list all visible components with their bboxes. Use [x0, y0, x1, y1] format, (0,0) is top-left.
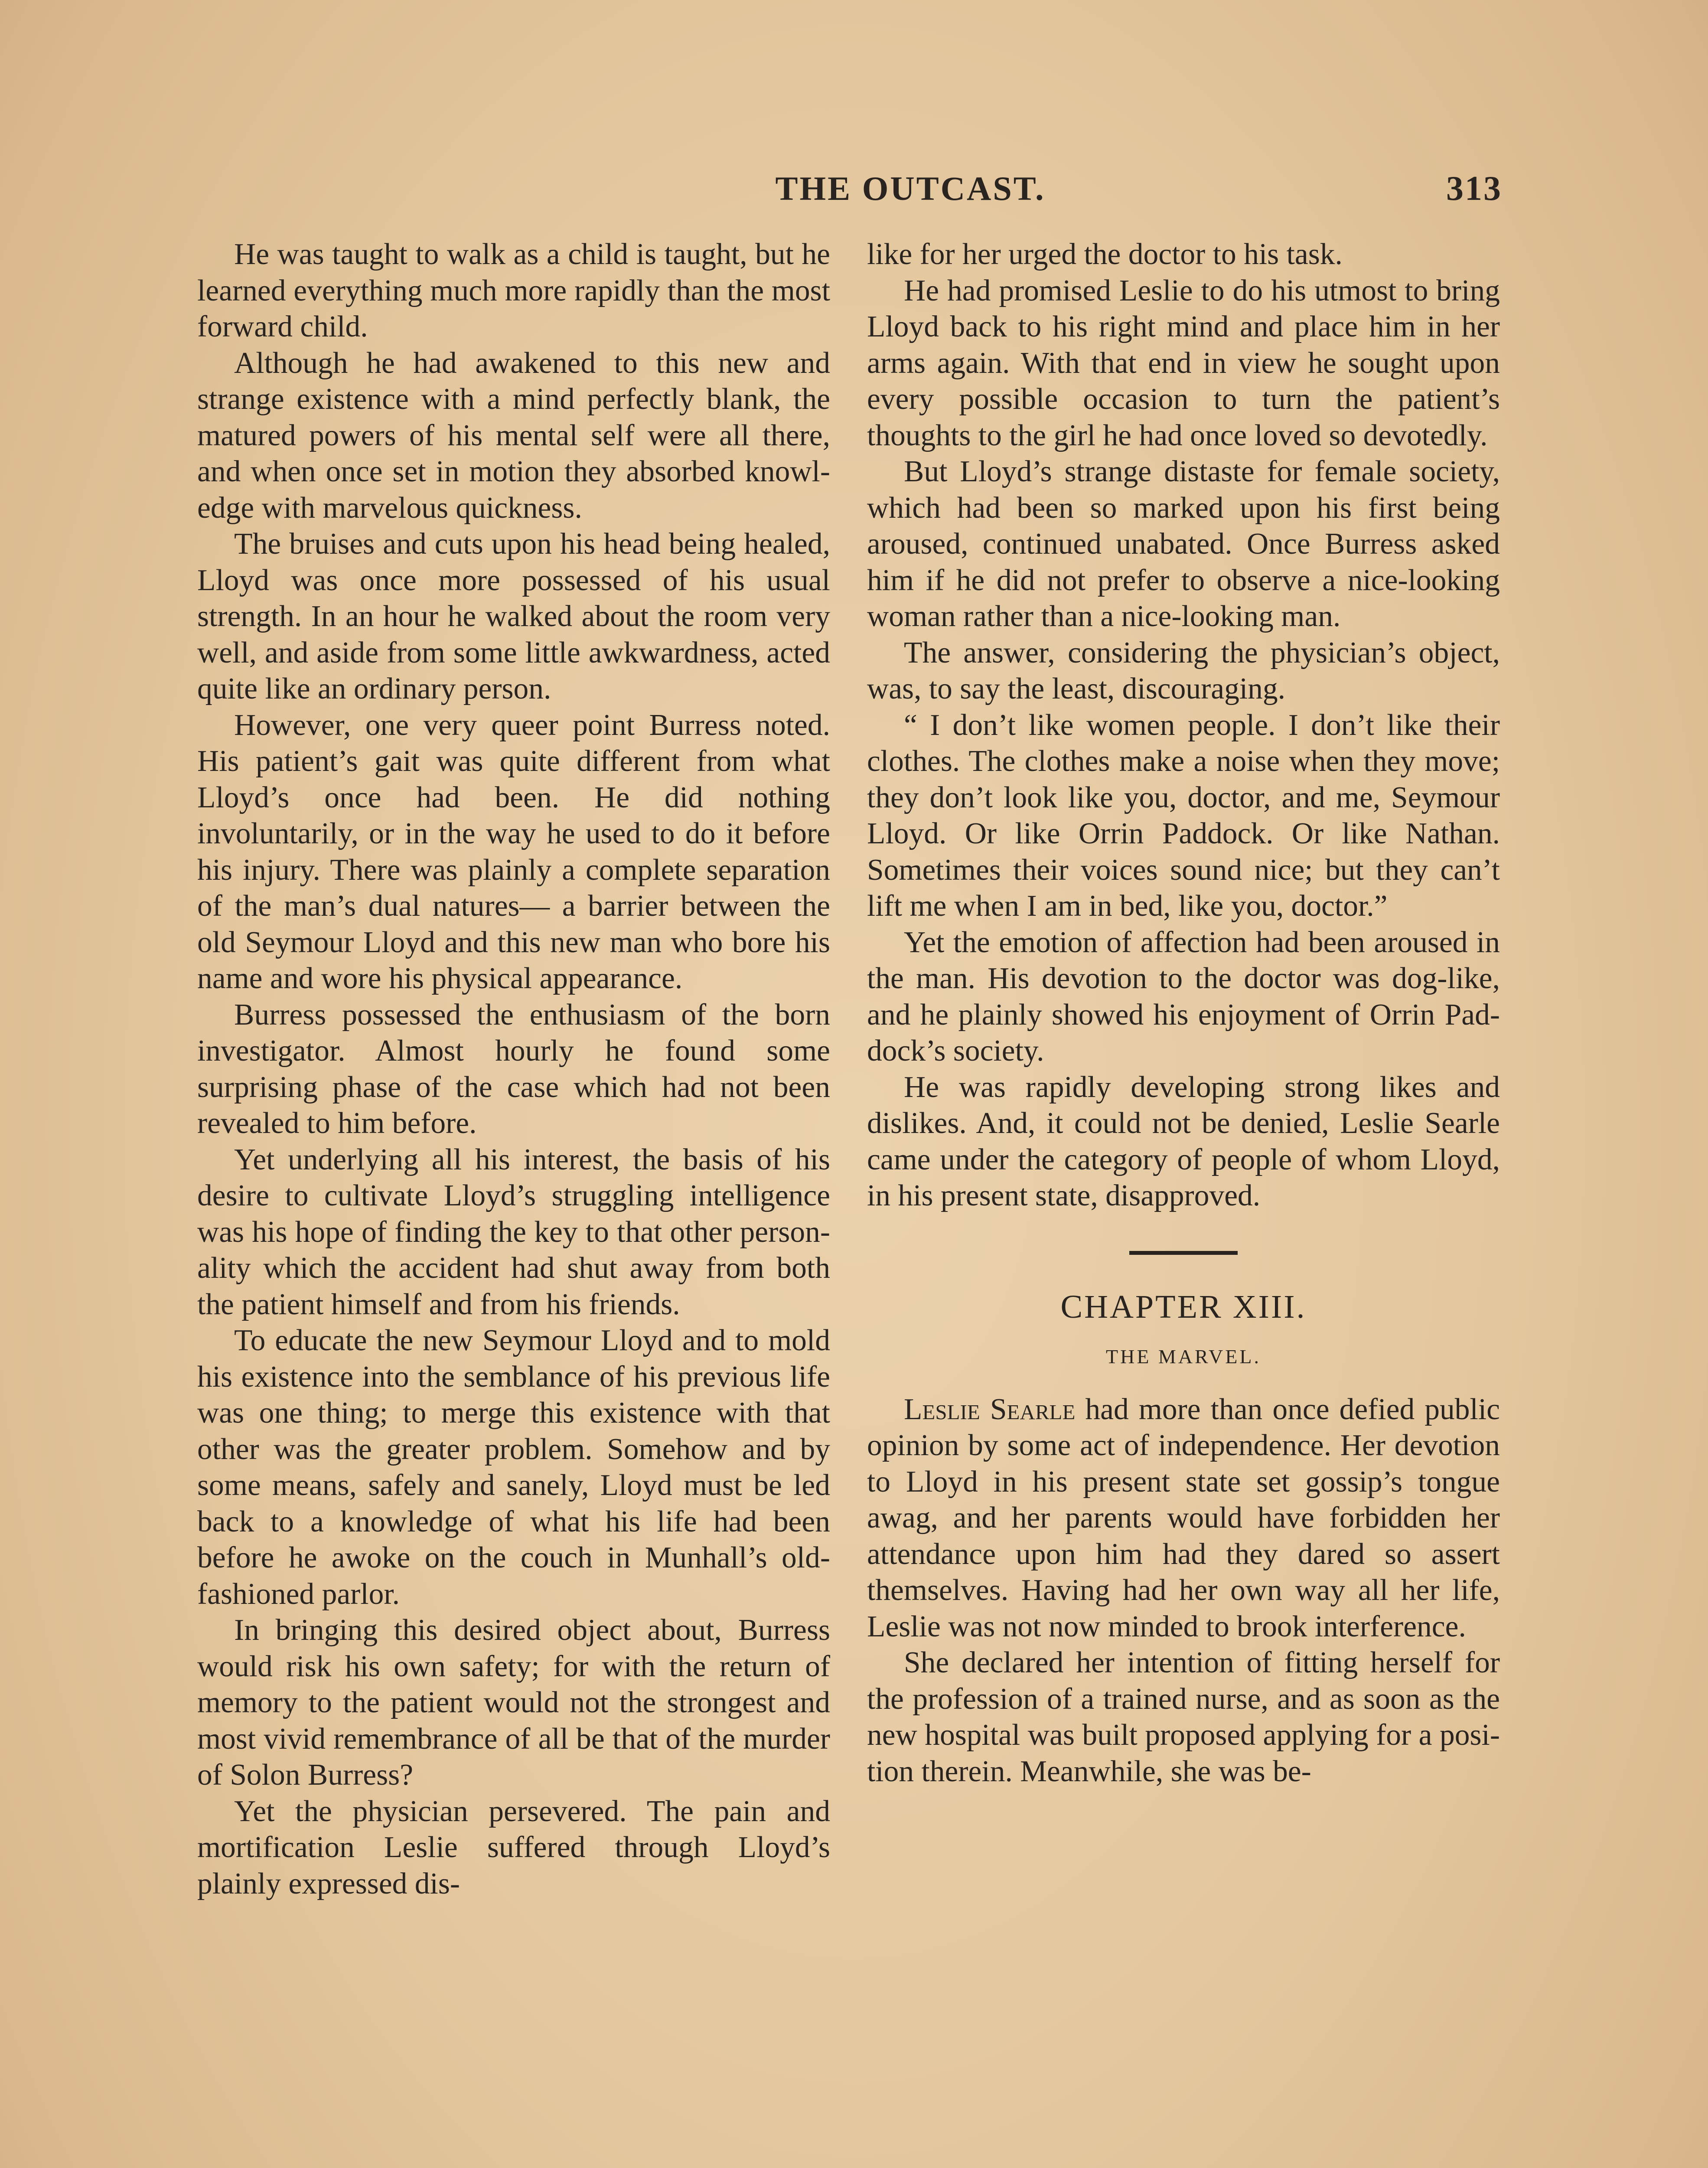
left-column	[197, 236, 830, 1902]
paragraph: Yet the emotion of affection had been aroused in the man. His devotion to the doctor was dog-like, and he plainly showed his enjoyment of Orrin Paddock’s society.	[867, 925, 1500, 1068]
chapter-subtitle: THE MARVEL.	[1106, 1345, 1261, 1368]
paragraph: Yet the physician persevered. The pain and mortification Leslie suffered through Lloyd’s plainly expressed dis-	[197, 1794, 830, 1900]
paragraph: To educate the new Seymour Lloyd and to mold his existence into the semblance of his previous life was one thing; to merge this existence with that other was the greater problem. Somehow and by some means, safely and sanely, Lloyd must be led back to a knowledge of what his life had been before he awoke on the couch in Munhall’s old-fashioned parlor.	[197, 1324, 830, 1611]
continued-paragraph: like for her urged the doctor to his task.	[867, 238, 1343, 271]
running-title: THE OUTCAST.	[775, 170, 1046, 207]
paragraph: The answer, considering the physician’s object, was, to say the least, discouraging.	[867, 636, 1500, 705]
paragraph: He was rapidly developing strong likes and dislikes. And, it could not be denied, Leslie Searle came under the category of people of whom Lloyd, in his present state, disapproved.	[867, 1070, 1500, 1212]
page-number: 313	[1446, 170, 1502, 208]
paragraph: However, one very queer point Burress noted. His patient’s gait was quite different from what Lloyd’s once had been. He did nothing involuntarily, or in the way he used to do it before his injury. There was plainly a complete separation of the man’s dual natures— a barrier between the old Seymour Lloyd and this new man who bore his name and wore his physical appearance.	[197, 708, 830, 995]
paragraph: Although he had awakened to this new and strange existence with a mind perfectly blank, the matured powers of his mental self were all there, and when once set in motion they absorbed knowledge with marvelous quickness.	[197, 346, 830, 525]
paragraph: He was taught to walk as a child is taught, but he learned everything much more rapidly than the most forward child.	[197, 238, 830, 343]
paragraph: The bruises and cuts upon his head being healed, Lloyd was once more possessed of his usual strength. In an hour he walked about the room very well, and aside from some little awkwardness, acted quite like an ordinary person.	[197, 527, 830, 705]
paragraph: He had promised Leslie to do his utmost to bring Lloyd back to his right mind and place him in her arms again. With that end in view he sought upon every possible occasion to turn the patient’s thoughts to the girl he had once loved so devotedly.	[867, 274, 1500, 452]
opening-text: had more than once defied public opinion by some act of independence. Her devotion to Lloyd in his present state set gossip’s tongue awag, and her parents would have forbidden her attendance upon him had they dared so assert themselves. Having had her own way all her life, Leslie was not now minded to brook interference.	[867, 1392, 1500, 1643]
paragraph: She declared her intention of fitting herself for the profession of a trained nurse, and as soon as the new hospital was built proposed applying for a position therein. Meanwhile, she was be-	[867, 1646, 1500, 1788]
paragraph: Burress possessed the enthusiasm of the born investigator. Almost hourly he found some surprising phase of the case which had not been revealed to him before.	[197, 998, 830, 1140]
paragraph: In bringing this desired object about, Burress would risk his own safety; for with the return of memory to the patient would not the strongest and most vivid remembrance of all be that of the murder of Solon Burress?	[197, 1613, 830, 1792]
chapter-opening-paragraph	[867, 1391, 1500, 1645]
paragraph: “ I don’t like women people. I don’t like their clothes. The clothes make a noise when they move; they don’t look like you, doctor, and me, Seymour Lloyd. Or like Orrin Paddock. Or like Nathan. Sometimes their voices sound nice; but they can’t lift me when I am in bed, like you, doctor.”	[867, 708, 1500, 923]
opening-name: Leslie Searle	[904, 1392, 1076, 1426]
chapter-divider-rule	[1129, 1251, 1238, 1255]
right-column	[867, 236, 1500, 1789]
running-head	[197, 169, 1502, 217]
paragraph: But Lloyd’s strange distaste for female society, which had been so marked upon his first being aroused, continued unabated. Once Burress asked him if he did not prefer to observe a nice-looking woman rather than a nice-looking man.	[867, 455, 1500, 633]
chapter-heading: CHAPTER XIII.	[1060, 1288, 1307, 1325]
paragraph: Yet underlying all his interest, the basis of his desire to cultivate Lloyd’s struggling intelligence was his hope of finding the key to that other personality which the accident had shut away from both the patient himself and from his friends.	[197, 1143, 830, 1321]
